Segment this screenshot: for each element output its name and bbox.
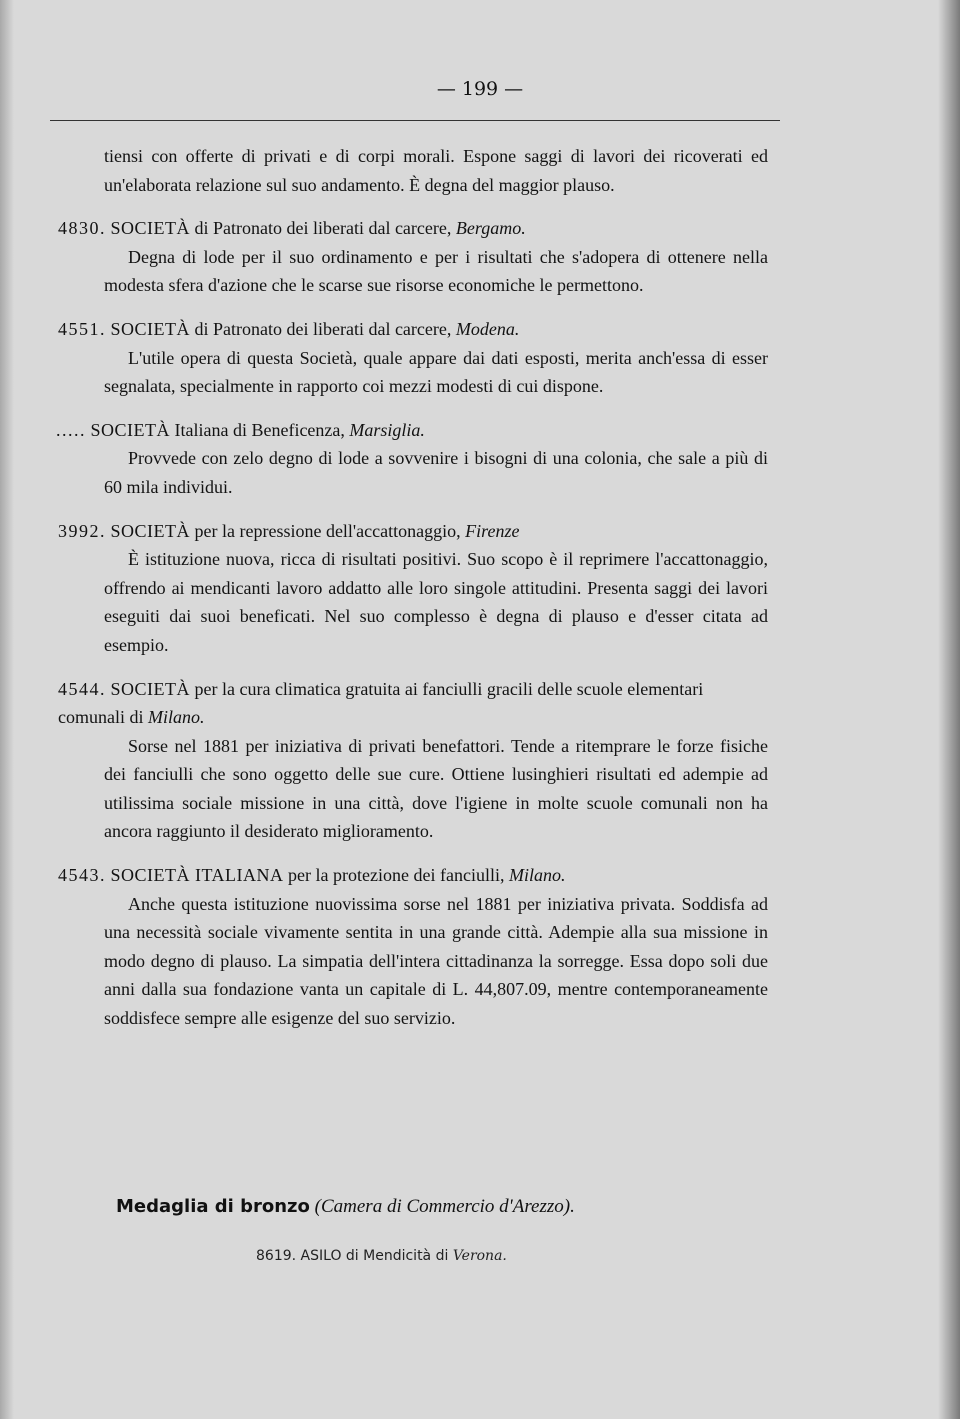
entry-body: Sorse nel 1881 per iniziativa di privati benefattori. Tende a ritemprare le forze fisiche dei fanciulli che sono oggetto delle sue cure. Ottiene lusinghieri risultati ed adempie ad utilissima sociale missione in una città, dove l'igiene in molte scuole comunali non ha ancora raggiunto il desiderato miglioramento. — [104, 735, 768, 842]
entry-heading — [58, 214, 768, 243]
medal-heading — [116, 1196, 575, 1218]
medal-attribution: (Camera di Commercio d'Arezzo). — [314, 1196, 575, 1217]
entry-name: SOCIETÀ — [110, 520, 190, 541]
entry-title: di Patronato dei liberati dal carcere, — [194, 218, 452, 239]
entry-title: per la cura climatica gratuita ai fanciulli gracili delle scuole elementari comunali di — [58, 678, 704, 728]
entry-number: 4551. — [58, 318, 106, 339]
entry-title: per la protezione dei fanciulli, — [288, 865, 505, 886]
entry-4543 — [58, 861, 768, 1033]
entry-body: Provvede con zelo degno di lode a sovvenire i bisogni di una colonia, che sale a più di 60 mila individui. — [104, 448, 768, 497]
entry-body: L'utile opera di questa Società, quale appare dai dati esposti, merita anch'essa di esser segnalata, specialmente in rapporto coi mezzi modesti di cui dispone. — [104, 347, 768, 397]
entry-marsiglia — [56, 416, 768, 502]
entry-name: SOCIETÀ — [110, 218, 190, 239]
entry-place: Firenze — [465, 520, 520, 541]
page-body — [56, 142, 768, 1033]
entry-4544 — [58, 675, 768, 847]
entry-name: SOCIETÀ — [110, 678, 190, 699]
entry-title: Italiana di Beneficenza, — [174, 419, 345, 440]
entry-name: ASILO di Mendicità di — [300, 1248, 449, 1264]
entry-heading — [58, 675, 768, 732]
entry-number: 4544. — [58, 678, 106, 699]
entry-number: 4830. — [58, 218, 106, 239]
page-number: — 199 — — [436, 78, 524, 100]
entry-4830 — [58, 214, 768, 300]
entry-3992 — [58, 517, 768, 660]
entry-name: SOCIETÀ ITALIANA — [110, 865, 284, 886]
entry-heading — [58, 315, 768, 344]
entry-place: Verona. — [452, 1248, 507, 1264]
entry-place: Milano. — [147, 707, 205, 728]
entry-number: ..... — [56, 419, 86, 440]
entry-8619 — [256, 1248, 507, 1264]
entry-4551 — [58, 315, 768, 401]
header-rule — [50, 120, 780, 121]
entry-body: Degna di lode per il suo ordinamento e per i risultati che s'adopera di ottenere nella modesta sfera d'azione che le scarse sue risorse economiche le permettono. — [104, 246, 768, 296]
entry-title: per la repressione dell'accattonaggio, — [194, 520, 461, 541]
intro-paragraph: tiensi con offerte di privati e di corpi morali. Espone saggi di lavori dei ricoverati ed un'elaborata relazione sul suo andamento. È degna del maggior plauso. — [104, 146, 768, 195]
entry-place: Bergamo. — [455, 218, 526, 239]
entry-heading — [58, 861, 768, 890]
entry-place: Milano. — [508, 865, 566, 886]
entry-title: di Patronato dei liberati dal carcere, — [194, 318, 452, 339]
medal-label: Medaglia di bronzo — [116, 1196, 310, 1217]
entry-name: SOCIETÀ — [110, 318, 190, 339]
entry-place: Marsiglia. — [349, 419, 425, 440]
entry-number: 4543. — [58, 865, 106, 886]
entry-name: SOCIETÀ — [90, 419, 170, 440]
entry-number: 8619. — [256, 1248, 297, 1264]
entry-body: Anche questa istituzione nuovissima sorse nel 1881 per iniziativa privata. Soddisfa ad una necessità sociale vivamente sentita in una grande città. Adempie alla sua missione in modo degno di plauso. La simpatia dell'intera cittadinanza la sorregge. Essa dopo soli due anni dalla sua fondazione vanta un capitale di L. 44,807.09, mentre contemporaneamente soddisfece sempre alle esigenze del suo servizio. — [104, 893, 768, 1029]
entry-number: 3992. — [58, 520, 106, 541]
entry-body: È istituzione nuova, ricca di risultati positivi. Suo scopo è il reprimere l'accattonaggio, offrendo ai mendicanti lavoro addatto alle loro singole attitudini. Presenta saggi dei lavori eseguiti dai suoi beneficati. Nel suo complesso è degna di plauso e d'esser citata ad esempio. — [104, 549, 768, 655]
entry-heading — [56, 416, 768, 445]
entry-heading — [58, 517, 768, 546]
entry-place: Modena. — [455, 318, 520, 339]
